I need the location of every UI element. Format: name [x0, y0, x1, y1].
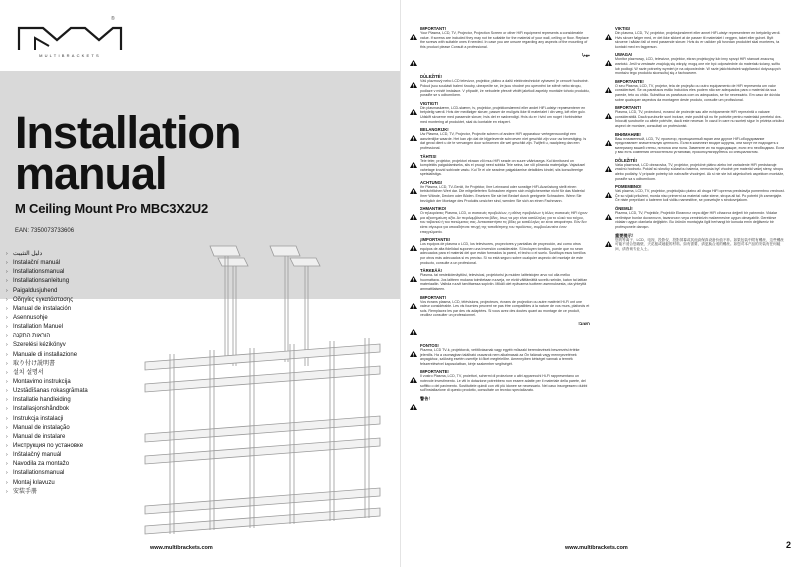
language-label: Manual de instalação — [13, 424, 70, 431]
warning-icon-wrap — [605, 26, 615, 49]
language-label: Uzstādīšanas rokasgrāmata — [13, 388, 88, 395]
language-label: Paigaldusjuhend — [13, 287, 58, 294]
language-label: Szerelési kézikönyv — [13, 342, 66, 349]
warning-icon-wrap — [605, 52, 615, 75]
notice-body — [420, 206, 590, 234]
language-item — [6, 314, 126, 323]
notice-body — [615, 233, 785, 252]
language-label: Installasjonshåndbok — [13, 406, 70, 413]
warning-icon — [410, 109, 417, 115]
language-list — [6, 250, 126, 497]
warning-icon — [605, 87, 612, 93]
language-item — [6, 488, 126, 497]
manual-title — [15, 107, 241, 199]
notice-body — [420, 295, 590, 318]
safety-notice — [410, 321, 590, 340]
safety-notice — [410, 154, 590, 177]
notice-title: 重要提示！ — [615, 232, 636, 238]
warning-icon-wrap — [605, 206, 615, 229]
notice-text: Vaš plazma, LCD, TV, projektor, projekcijsko platno ali druga HiFi oprema predstavlja pomembno vrednost. Če so vijaki priloženi, morda niso primerni za material vaše stene, stropa ali tal. Po potrebi jih zamenjajte. Če niste prepričani o katerem koli vidiku namestitve, se posvetujte s strokovnjakom. — [615, 189, 785, 203]
notice-title: חשוב! — [578, 320, 590, 326]
notice-body — [420, 237, 590, 265]
notice-text: Οι τηλεοράσεις Plasma, LCD, οι συσκευές προβολέων, η οθόνη προβολέων ή άλλες συσκευές HiFi έχουν μια αξιοσημείωτη αξία. Αν περιλαμβάνονται βίδες, ίσως να μην είναι κατάλληλες για το υλικό του τοίχου, του ταβανιού ή του πατώματος σας. Αντικαταστήστε τις βίδες με κατάλληλες αν είναι απαραίτητο. Εάν δεν είστε σίγουροι για οποιαδήποτε πτυχή της τοποθέτησης του προϊόντος, συμβουλευτείτε έναν επαγγελματία. — [420, 211, 588, 234]
chevron-right-icon: › — [6, 433, 8, 440]
notice-text: Vaša plazmová, LCD obrazovka, TV, projektor, projekčné plátno alebo iné zariadenie HiFi predstavuje značnú hodnotu. Pokiaľ sú skrutky súčasťou balenia, nemusia byť vhodné pre materiál vašej steny, stropu alebo podlahy. V prípade potreby ich nahraďte vhodnými. Ak si nie ste istí akýmkoľvek aspektom montáže, poraďte sa s odborníkom. — [615, 162, 785, 181]
notice-body — [420, 180, 590, 203]
notice-text: Teie teler, projektor, projektori ekraan või muu HiFi seade on suure väärtusega. Kui kinnitused on komplektis paigaldamiseks, siis ei pruugi need sobida Teie seina, lae või põranda materjaliga. Vajadusel vahetage kruvid sobivate vastu. Kui Te ei ole seadme paigaldamise detailides kindel, siis konsulteerige spetsialistiga. — [420, 158, 586, 177]
language-label: הוראות התקנה — [13, 333, 51, 340]
notice-body — [615, 105, 785, 128]
chevron-right-icon: › — [6, 314, 8, 321]
warning-icon-wrap — [410, 180, 420, 203]
language-label: Οδηγίες εγκατάστασης — [13, 296, 74, 303]
warning-icon-wrap — [410, 26, 420, 49]
notice-text: Monitor plazmowy, LCD, telewizor, projektor, ekran projekcyjny lub inny sprzęt HiFi stanowi znaczną wartość. Jeśli w zestawie znajdują się wkręty, mogą one nie być odpowiednie do materiału ściany, sufitu lub podłogi. W razie potrzeby wymień je na odpowiednie. W razie jakichkolwiek wątpliwości dotyczących montażu tego produktu skonsultuj się z fachowcem. — [615, 57, 781, 76]
chevron-right-icon: › — [6, 296, 8, 303]
notice-body — [420, 369, 590, 392]
chevron-right-icon: › — [6, 479, 8, 486]
warning-icon — [605, 166, 612, 172]
notice-body — [615, 79, 785, 102]
chevron-right-icon: › — [6, 378, 8, 385]
language-label: Instrukcja instalacji — [13, 415, 64, 422]
warning-icon — [410, 60, 417, 66]
notice-body — [420, 101, 590, 124]
language-label: Installatie handleiding — [13, 397, 71, 404]
warning-icon-wrap — [605, 158, 615, 181]
notice-body — [615, 184, 785, 203]
notice-text: Din plasma, LCD, TV, projektor, projeksjonslerret eller annet HiFi-utstyr representerer en betydelig verdi. Hvis skruer følger med, er det ikke sikkert at de passer til materialet i veggen, taket eller gulvet. Bytt skruene i sådan fall ut med passende skruer. Hvis du er usikker på hvordan produktet skal monteres, ta kontakt med en fagperson. — [615, 31, 781, 49]
logo-wordmark: MULTIBRACKETS — [39, 53, 101, 58]
safety-notice — [410, 26, 590, 49]
warning-icon-wrap — [605, 105, 615, 128]
notice-title: FONTOS! — [420, 342, 439, 348]
notice-title: 警告！ — [420, 395, 433, 401]
notice-body — [615, 52, 785, 75]
footer-url-right: www.multibrackets.com — [565, 545, 628, 551]
warning-icon — [410, 329, 417, 335]
language-label: Inštalačný manuál — [13, 452, 62, 459]
notice-body — [420, 321, 590, 340]
language-item — [6, 378, 126, 387]
safety-notice — [605, 26, 785, 49]
warning-icon-wrap — [605, 79, 615, 102]
notice-text: Ваш плазменный, LCD, TV, проектор, проекционный экран или другое HiFi-оборудование представляет значительную ценность. Если в комплект входят шурупы, они могут не подходить к материалу вашей стены, потолка или пола. Замените их на подходящие, если это необходимо. Если у вас есть сомнения относительно установки, проконсультируйтесь со специалистом. — [615, 136, 785, 155]
safety-notice — [410, 127, 590, 150]
notice-body — [420, 268, 590, 291]
language-item — [6, 296, 126, 305]
language-item — [6, 405, 126, 414]
language-item — [6, 451, 126, 460]
page-number: 2 — [786, 540, 792, 550]
chevron-right-icon: › — [6, 470, 8, 477]
language-item — [6, 369, 126, 378]
notice-body — [420, 343, 590, 366]
warning-icon — [410, 351, 417, 357]
notice-title: VIGTIGT! — [420, 100, 439, 106]
notice-text: Il vostro Plasma, LCD, TV, proiettori, schermi di proiezione o altri apparecchi Hi-Fi rappresentano un notevole investimento. Le viti in dotazione potrebbero non essere adatte per il materiale della parete, del soffitto o del pavimento. Sostituitele quindi con viti più idonee se necessario. Nel caso insorgessero dubbi sull'installazione di questo prodotto, consultate un tecnico specializzato. — [420, 374, 588, 393]
language-label: 설치 설명서 — [13, 369, 44, 376]
language-item — [6, 287, 126, 296]
warning-icon — [410, 404, 417, 410]
notice-body — [420, 127, 590, 150]
notice-text: Plazma, LCD, TV, Projektör, Projektör Ekranınız veya diğer HiFi cihazınız değerli bir yatırımdır. Vidalar verilmişse bunlar duvarınızın, tavanınızın veya zemininizin malzemesine uygun olmayabilir. Gerekirse vidaları uygun olanlarla değiştirin. Bu ürünün montajıyla ilgili herhangi bir konuda emin değilseniz bir profesyonele danışın. — [615, 211, 778, 230]
notice-title: UWAGA! — [615, 52, 633, 58]
language-label: دليل التثبيت — [13, 251, 43, 257]
language-item — [6, 433, 126, 442]
chevron-right-icon: › — [6, 269, 8, 276]
notice-title: BELANGRIJK! — [420, 127, 449, 133]
warning-icon — [605, 34, 612, 40]
chevron-right-icon: › — [6, 342, 8, 349]
notice-column-2 — [605, 26, 785, 255]
notice-body — [420, 26, 590, 49]
chevron-right-icon: › — [6, 305, 8, 312]
notice-text: Plasma- tai nestekidenäyttösi, televisiosi, projektorisi ja muiden laitteistojen arvo voi olla melko huomattava. Jos laitteen mukana toimitetaan ruuveja, ne eivät välttämättä sovellu seinän, katon tai lattian materiaaliin. Vaihda ruuvit tarvittaessa sopiviin. Mikäli olet epävarma tuotteen asennuksesta, ota yhteyttä ammattilaiseen. — [420, 273, 588, 291]
notice-text: Ihr Plasma, LCD, TV-Gerät, Ihr Projektor, Ihre Leinwand oder sonstige HiFi-Ausrüstung stellt einen beträchtlichen Wert dar. Die mitgelieferten Schrauben eignen sich möglicherweise nicht für das Material Ihrer Wände, Decken oder Böden. Ersetzen Sie sie bei Bedarf durch geeignete Schrauben. Wenn Sie bezüglich der Montage des Produkts unsicher sind, wenden Sie sich an einen Fachmann. — [420, 184, 585, 203]
title-line-1: Installation — [15, 107, 241, 158]
safety-notice — [410, 396, 590, 415]
notice-text: Plasma, LCD, TV, proiectorul, ecranul de proiecție sau alte echipamente HiFi reprezintă o valoare considerabilă. Dacă șuruburile sunt incluse, este posibil să nu fie potrivite pentru materialul peretelui dvs. Înlocuiți șuruburile cu altele potrivite, dacă este necesar. În cazul în care nu sunteți sigur în privința oricărui aspect de montare, consultați un profesionist. — [615, 110, 785, 128]
warning-icon — [605, 140, 612, 146]
warning-icon-wrap — [410, 369, 420, 392]
language-label: Navodila za montažo — [13, 461, 70, 468]
notice-body — [615, 206, 785, 229]
language-label: Montaj kılavuzu — [13, 479, 55, 486]
warning-icon-wrap — [410, 52, 420, 71]
chevron-right-icon: › — [6, 287, 8, 294]
chevron-right-icon: › — [6, 397, 8, 404]
language-label: Montavimo instrukcija — [13, 378, 71, 385]
warning-icon — [410, 245, 417, 251]
safety-notice — [605, 158, 785, 181]
language-item — [6, 268, 126, 277]
notice-title: ÖNEMLİ! — [615, 206, 633, 212]
registered-mark: ® — [111, 16, 115, 22]
language-item — [6, 332, 126, 341]
notice-title: IMPORTANTE! — [420, 369, 449, 375]
product-name: M Ceiling Mount Pro MBC3X2U2 — [15, 201, 209, 216]
language-item — [6, 360, 126, 369]
language-label: 安装手册 — [13, 488, 38, 495]
notice-text: Plazma, LCD TV-k, projektorok, vetítővásznak vagy egyéb műszaki berendezések beszerzési értéke jelentős. Ha a csomagban található csavarok nem alkalmasak az Ön falának vagy mennyezetének anyagához, szükség esetén cserélje ki őket megfelelőre. Amennyiben kétségei vannak a termék felszerelésével kapcsolatban, kérje szakember segítségét. — [420, 347, 580, 366]
language-label: Installationsmanual — [13, 269, 65, 276]
notice-body — [420, 396, 590, 415]
notice-body — [615, 26, 785, 49]
chevron-right-icon: › — [6, 251, 8, 257]
notice-title: IMPORTANTE! — [615, 78, 644, 84]
warning-icon-wrap — [605, 233, 615, 252]
language-label: Installationsanleitung — [13, 278, 70, 285]
notice-title: TÄHTIS! — [420, 153, 437, 159]
warning-icon — [605, 113, 612, 119]
safety-notice — [410, 101, 590, 124]
page-fold — [400, 0, 401, 567]
language-item — [6, 277, 126, 286]
language-item — [6, 387, 126, 396]
notice-title: VIKTIG! — [615, 26, 631, 31]
safety-notice — [410, 268, 590, 291]
notice-text: Los equipos de plasma o LCD, los televisores, proyectores y pantallas de proyección, así como otros equipos de alta fidelidad suponen una inversión considerable. Si incluyen tornillos, puede que no sean adecuados para el material del que están formados la pared, el techo o el suelo. Sustituya esos tornillos por otros más adecuados si es preciso. Si no está seguro sobre cualquier aspecto del montaje de este producto, consulte a un profesional. — [420, 242, 586, 265]
warning-icon — [605, 60, 612, 66]
ceiling-mount-illustration — [140, 244, 395, 536]
safety-notice — [410, 295, 590, 318]
warning-icon — [410, 188, 417, 194]
safety-notice — [410, 343, 590, 366]
safety-notice — [605, 132, 785, 155]
chevron-right-icon: › — [6, 278, 8, 285]
language-item — [6, 305, 126, 314]
safety-notice — [410, 369, 590, 392]
language-item — [6, 351, 126, 360]
warning-icon — [410, 303, 417, 309]
chevron-right-icon: › — [6, 360, 8, 367]
warning-icon-wrap — [410, 237, 420, 265]
warning-icon — [605, 192, 612, 198]
notice-text: Uw Plasma, LCD, TV, Projector, Projectie scherm of andere HiFi apparatuur vertegenwoordigt een aanzienlijke waarde. Het kan zijn dat de bijgeleverde schroeven niet geschikt zijn voor uw bevestiging. Is dat geval dient u de te vervangen door schroeven die wel geschikt zijn. Twijfelt u, raadpleeg dan een professional. — [420, 132, 587, 150]
warning-icon-wrap — [410, 295, 420, 318]
warning-icon — [410, 377, 417, 383]
warning-icon — [410, 214, 417, 220]
language-item — [6, 424, 126, 433]
warning-icon — [410, 276, 417, 282]
language-label: Manuale di installazione — [13, 351, 78, 358]
language-label: Инструкция по установке — [13, 442, 84, 449]
language-label: Manual de instalación — [13, 305, 72, 312]
chevron-right-icon: › — [6, 333, 8, 340]
notice-title: IMPORTANT! — [615, 105, 641, 111]
notice-title: ΣΗΜΑΝΤΙΚΟ! — [420, 206, 447, 212]
notice-body — [615, 158, 785, 181]
chevron-right-icon: › — [6, 424, 8, 431]
safety-notice — [410, 74, 590, 97]
notice-text: Vos écrans plasma, LCD, télévisions, projecteurs, écrans de projection ou autre matériel Hi-Fi ont une valeur considérable. Les vis fournies peuvent ne pas être compatibles à la nature de vos murs, plafonds et sols. Remplacez les par des vis adaptées. Si vous avez des doutes quant au montage de ce produit, veuillez consulter un professionnel. — [420, 299, 590, 318]
notice-column-1 — [410, 26, 590, 418]
chevron-right-icon: › — [6, 488, 8, 495]
language-item — [6, 341, 126, 350]
chevron-right-icon: › — [6, 351, 8, 358]
warning-icon — [605, 241, 612, 247]
safety-notice — [410, 237, 590, 265]
notice-text: Din plasmaskærm, LCD-skærm, tv, projektor, projektionslærred eller andet HiFi-udstyr repræsenterer en betydelig værdi. Hvis der medfølger skruer, passer de muligvis ikke til materialet i din væg, loft eller gulv. Udskift skruerne med passende skruer, hvis det er nødvendigt. Hvis du er i tvivl om noget i forbindelse med montering af produktet, skal du kontakte en ekspert. — [420, 105, 586, 124]
ean-code: EAN: 7350073733606 — [15, 228, 75, 234]
warning-icon-wrap — [605, 132, 615, 155]
chevron-right-icon: › — [6, 388, 8, 395]
chevron-right-icon: › — [6, 324, 8, 331]
notice-text: Váš plazmový nebo LCD televizor, projektor, plátno a další elektrotechnické vybavení je cenově hodnotné. Pokud jsou součástí balení šrouby, ubezpečte se, že jsou vhodné pro upevnění ke stěně nebo stropu, podlaze v místě instalace. V případě, že nebudete přesně vědět jakékoli aspekty montáže tohoto produktu, poraďte se s odborníkem. — [420, 79, 590, 98]
warning-icon — [410, 135, 417, 141]
notice-text: O seu Plasma, LCD, TV, projetor, tela de projeção ou outro equipamento de HiFi representa um valor considerável. Se os parafusos estão incluídos eles podem não ser adequados para o material da sua parede, teto ou chão. Substitua os parafusos com os adequados, se for necessário. Em caso de dúvida sobre quaisquer aspectos da montagem deste produto, consulte um profissional. — [615, 83, 780, 102]
warning-icon — [605, 214, 612, 220]
warning-icon-wrap — [410, 396, 420, 415]
notice-body — [615, 132, 785, 155]
notice-title: مهم! — [581, 52, 590, 58]
notice-title: DŮLEŽITÉ! — [420, 74, 442, 80]
notice-body — [420, 52, 590, 71]
warning-icon-wrap — [410, 268, 420, 291]
warning-icon-wrap — [410, 343, 420, 366]
notice-title: IMPORTANT! — [420, 294, 446, 300]
notice-text: Your Plasma, LCD, TV, Projector, Projection Screen or other HiFi equipment represents a considerable value. If screws are included they may not be suitable for the material of your wall, ceiling or floor. Replace the screws with suitable ones if needed. In case you are unsure regarding any aspects of the mounting of this product please Consult a professional. — [420, 31, 589, 49]
warning-icon-wrap — [410, 127, 420, 150]
notice-title: POMEMBNO! — [615, 184, 642, 190]
language-item — [6, 396, 126, 405]
warning-icon-wrap — [410, 101, 420, 124]
language-item — [6, 469, 126, 478]
language-item — [6, 323, 126, 332]
chevron-right-icon: › — [6, 415, 8, 422]
warning-icon — [410, 162, 417, 168]
safety-notice — [605, 184, 785, 203]
safety-notice — [605, 233, 785, 252]
warning-icon-wrap — [605, 184, 615, 203]
language-label: Asennusohje — [13, 314, 48, 321]
notice-title: ВНИМАНИЕ! — [615, 131, 641, 137]
language-item — [6, 442, 126, 451]
notice-title: ¡IMPORTANTE! — [420, 237, 451, 243]
safety-notice — [605, 52, 785, 75]
notice-body — [420, 74, 590, 97]
chevron-right-icon: › — [6, 260, 8, 267]
safety-notice — [605, 79, 785, 102]
notice-title: DÔLEŽITÉ! — [615, 157, 638, 163]
warning-icon — [410, 34, 417, 40]
language-item — [6, 415, 126, 424]
language-label: Installation Manuel — [13, 324, 64, 331]
language-label: 取り付け説明書 — [13, 360, 56, 367]
notice-text: 您的等离子、LCD、电视、投影仪、投影屏幕或其他高保真设备价值不菲。如果包装中附有螺丝，这些螺丝可能不适合您墙壁、天花板或地板的材料。如有需要，请更换合适的螺丝。如您对本产品的安装有任何疑问，请咨询专业人士。 — [615, 237, 784, 251]
language-item — [6, 259, 126, 268]
notice-body — [420, 154, 590, 177]
warning-icon-wrap — [410, 154, 420, 177]
chevron-right-icon: › — [6, 442, 8, 449]
notice-title: ACHTUNG! — [420, 179, 443, 185]
safety-notice — [605, 206, 785, 229]
warning-icon-wrap — [410, 74, 420, 97]
warning-icon-wrap — [410, 206, 420, 234]
chevron-right-icon: › — [6, 406, 8, 413]
language-label: Installationsmanual — [13, 470, 65, 477]
warning-icon-wrap — [410, 321, 420, 340]
language-label: Instalační manuál — [13, 260, 61, 267]
notice-title: IMPORTANT! — [420, 26, 446, 31]
footer-url-left: www.multibrackets.com — [150, 545, 213, 551]
chevron-right-icon: › — [6, 461, 8, 468]
notice-title: TÄRKEÄÄ! — [420, 268, 442, 274]
language-label: Manual de instalare — [13, 433, 66, 440]
chevron-right-icon: › — [6, 369, 8, 376]
language-item — [6, 460, 126, 469]
safety-notice — [410, 206, 590, 234]
language-item — [6, 479, 126, 488]
language-item — [6, 250, 126, 259]
safety-notice — [605, 105, 785, 128]
title-line-2: manual — [15, 148, 167, 199]
warning-icon — [410, 82, 417, 88]
safety-notice — [410, 52, 590, 71]
chevron-right-icon: › — [6, 452, 8, 459]
safety-notice — [410, 180, 590, 203]
